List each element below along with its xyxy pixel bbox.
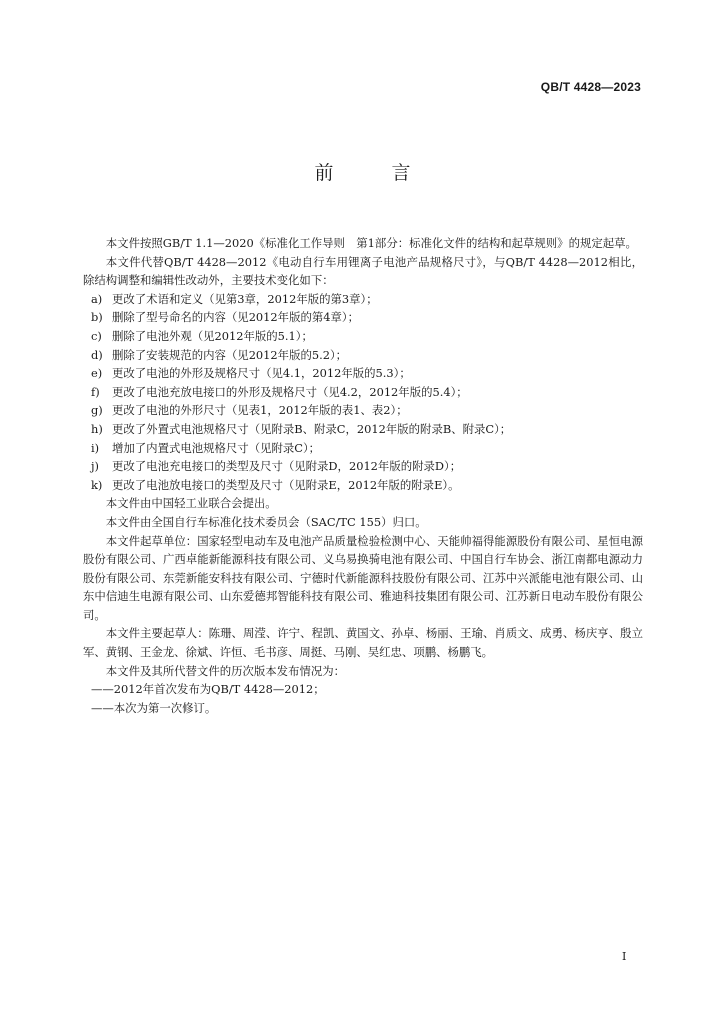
list-item: k) 更改了电池放电接口的类型及尺寸（见附录E，2012年版的附录E）。: [91, 477, 460, 492]
history-item: ——2012年首次发布为QB/T 4428—2012；: [91, 682, 325, 697]
list-item: b) 删除了型号命名的内容（见2012年版的第4章）；: [91, 310, 359, 325]
changes-list: [83, 290, 643, 495]
document-code: QB/T 4428—2023: [540, 80, 641, 94]
list-item: a) 更改了术语和定义（见第3章，2012年版的第3章）；: [91, 291, 378, 306]
history-item: ——本次为第一次修订。: [91, 700, 217, 715]
paragraph-history-intro: 本文件及其所代替文件的历次版本发布情况为：: [105, 663, 346, 678]
paragraph-drafting-basis: 本文件按照GB/T 1.1—2020《标准化工作导则 第1部分：标准化文件的结构和起草规则》的规定起草。: [105, 236, 637, 250]
list-item: d) 删除了安装规范的内容（见2012年版的5.2）；: [91, 347, 348, 362]
list-item: g) 更改了电池的外形尺寸（见表1，2012年版的表1、表2）；: [91, 403, 408, 418]
list-item: e) 更改了电池的外形及规格尺寸（见4.1，2012年版的5.3）；: [91, 366, 411, 381]
page-number: I: [622, 950, 627, 963]
page-title: 前 言: [314, 162, 437, 184]
document-body: [83, 234, 643, 717]
paragraph-drafters: 本文件主要起草人：陈珊、周滢、许宁、程凯、黄国文、孙卓、杨丽、王瑜、肖质文、成勇、杨庆亨、殷立军、黄钢、王金龙、徐斌、许恒、毛书彦、周挺、马刚、吴红忠、项鹏、杨鹏飞。: [83, 626, 643, 660]
list-item: c) 删除了电池外观（见2012年版的5.1）；: [91, 328, 313, 343]
paragraph-proposed-by: 本文件由中国轻工业联合会提出。: [105, 496, 277, 511]
list-item: f) 更改了电池充放电接口的外形及规格尺寸（见4.2，2012年版的5.4）；: [91, 384, 468, 399]
list-item: h) 更改了外置式电池规格尺寸（见附录B、附录C，2012年版的附录B、附录C）；: [91, 421, 512, 436]
list-item: i) 增加了内置式电池规格尺寸（见附录C）；: [91, 440, 321, 455]
paragraph-drafting-units: 本文件起草单位：国家轻型电动车及电池产品质量检验检测中心、天能帅福得能源股份有限公司、星恒电源股份有限公司、广西卓能新能源科技有限公司、义乌易换骑电池有限公司、中国自行车协会、浙江南都电源动力股份有限公司、东莞新能安科技有限公司、宁德时代新能源科技股份有限公司、江苏中兴派能电池有限公司、山东中信迪生电源有限公司、山东爱德邦智能科技有限公司、雅迪科技集团有限公司、江苏新日电动车股份有限公司。: [83, 533, 643, 622]
list-item: j) 更改了电池充电接口的类型及尺寸（见附录D，2012年版的附录D）；: [91, 459, 462, 474]
paragraph-replacement: 本文件代替QB/T 4428—2012《电动自行车用锂离子电池产品规格尺寸》，与QB/T 4428—2012相比，除结构调整和编辑性改动外，主要技术变化如下：: [83, 254, 643, 288]
paragraph-managed-by: 本文件由全国自行车标准化技术委员会（SAC/TC 155）归口。: [105, 514, 427, 529]
